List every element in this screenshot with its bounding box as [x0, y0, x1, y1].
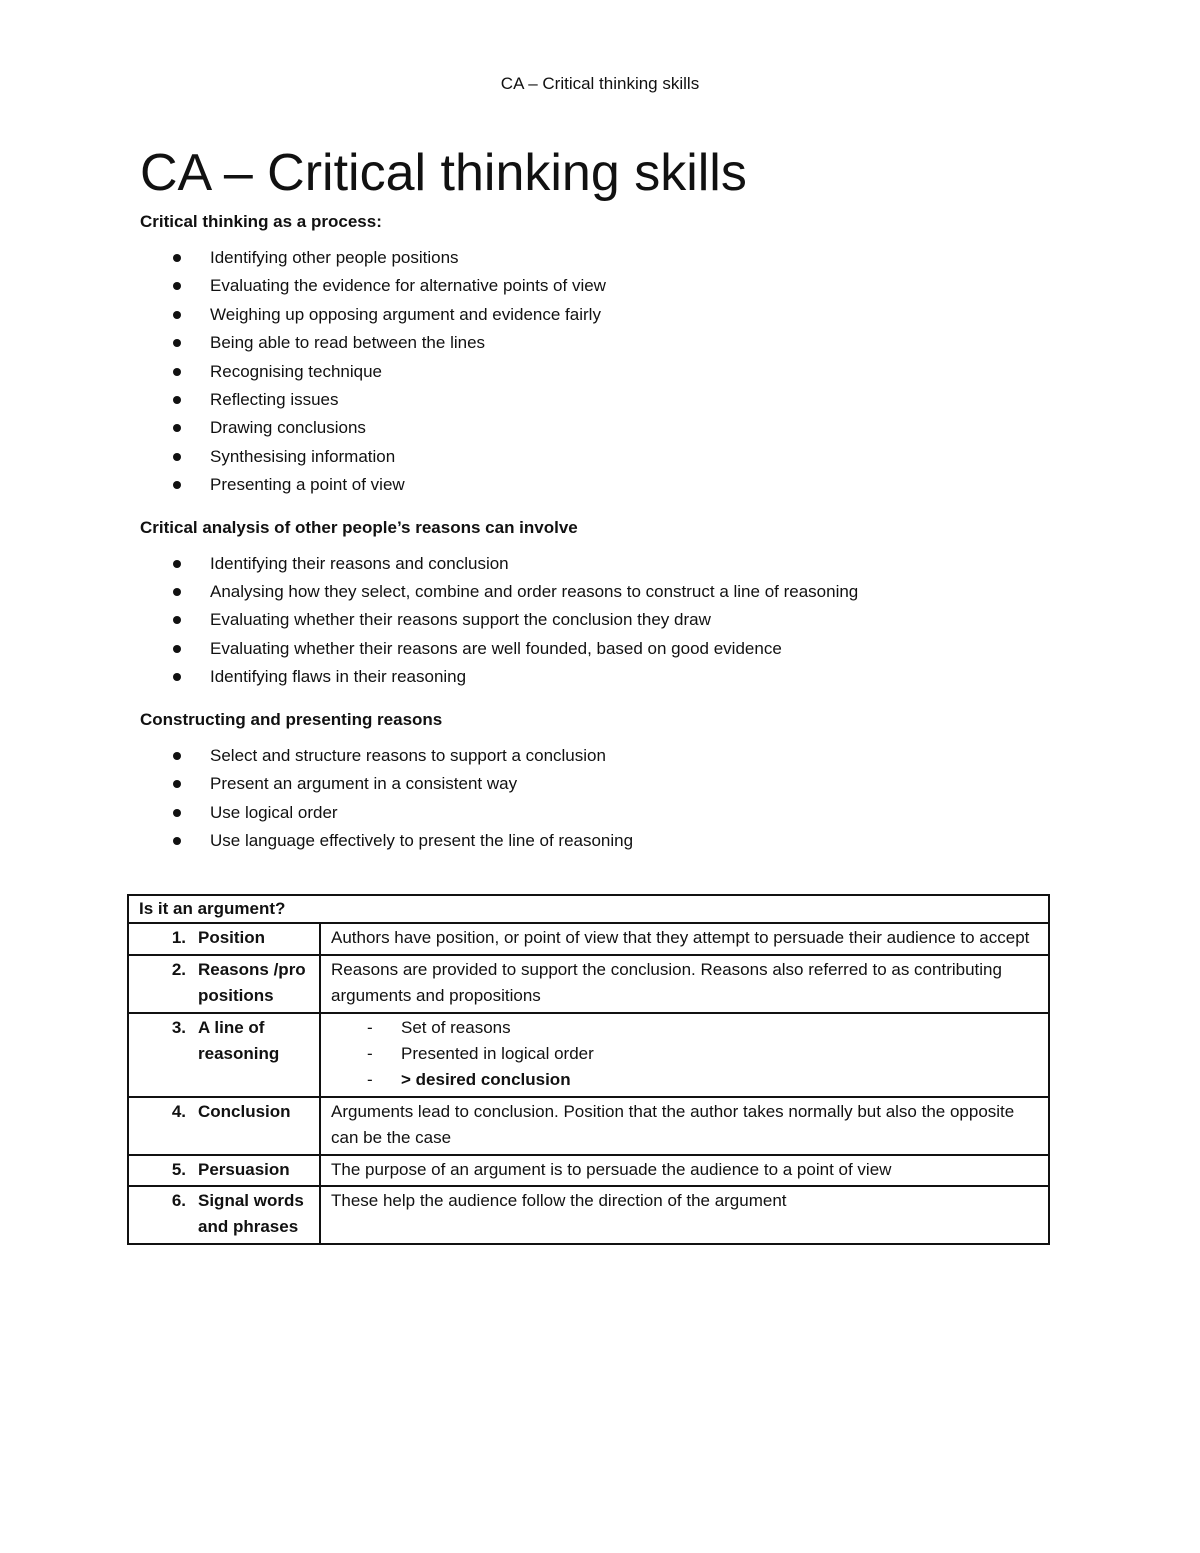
list-item-text: Reflecting issues — [210, 390, 339, 410]
dash-list-item — [331, 1067, 1038, 1093]
row-description — [320, 1013, 1049, 1097]
list-item-text: Recognising technique — [210, 361, 383, 381]
list-item — [140, 358, 1050, 386]
row-number: 5. — [128, 1155, 188, 1186]
dash-item-text: > desired conclusion — [401, 1070, 571, 1090]
list-item-text: Synthesising information — [210, 446, 396, 466]
bullet-icon — [173, 311, 181, 319]
table-row — [128, 1155, 1049, 1186]
list-item — [140, 443, 1050, 471]
table-heading: Is it an argument? — [128, 895, 1049, 923]
bullet-list — [140, 244, 1050, 500]
row-description: Authors have position, or point of view that they attempt to persuade their audience to accept — [320, 923, 1049, 954]
bullet-icon — [173, 339, 181, 347]
list-item — [140, 471, 1050, 499]
bullet-icon — [173, 560, 181, 568]
list-item — [140, 742, 1050, 770]
list-item-text: Identifying flaws in their reasoning — [210, 667, 467, 687]
bullet-list — [140, 742, 1050, 856]
argument-table — [127, 894, 1050, 1245]
list-item-text: Weighing up opposing argument and evidence fairly — [210, 304, 601, 324]
list-item — [140, 770, 1050, 798]
list-item-text: Select and structure reasons to support a conclusion — [210, 745, 606, 765]
row-number: 3. — [128, 1013, 188, 1097]
section-heading: Constructing and presenting reasons — [140, 709, 443, 729]
list-item — [140, 550, 1050, 578]
list-item — [140, 635, 1050, 663]
list-item-text: Drawing conclusions — [210, 418, 366, 438]
list-item — [140, 272, 1050, 300]
bullet-icon — [173, 645, 181, 653]
row-term: Persuasion — [188, 1155, 320, 1186]
bullet-icon — [173, 752, 181, 760]
list-item-text: Presenting a point of view — [210, 475, 405, 495]
table-row — [128, 955, 1049, 1013]
list-item — [140, 606, 1050, 634]
table-row — [128, 923, 1049, 954]
dash-list-item — [331, 1041, 1038, 1067]
table-row — [128, 1097, 1049, 1155]
row-description: Reasons are provided to support the conclusion. Reasons also referred to as contributing arguments and propositions — [320, 955, 1049, 1013]
dash-mark: - — [367, 1017, 373, 1037]
document-body — [140, 138, 1050, 871]
bullet-icon — [173, 616, 181, 624]
bullet-icon — [173, 453, 181, 461]
row-number: 1. — [128, 923, 188, 954]
table-row — [128, 1013, 1049, 1097]
bullet-icon — [173, 282, 181, 290]
table-header-row — [128, 895, 1049, 923]
dash-item-text: Presented in logical order — [401, 1044, 594, 1064]
row-term: Position — [188, 923, 320, 954]
section-heading: Critical thinking as a process: — [140, 212, 382, 231]
bullet-icon — [173, 424, 181, 432]
list-item — [140, 244, 1050, 272]
list-item-text: Evaluating the evidence for alternative points of view — [210, 276, 606, 296]
row-number: 2. — [128, 955, 188, 1013]
bullet-icon — [173, 481, 181, 489]
list-item — [140, 414, 1050, 442]
list-item-text: Identifying their reasons and conclusion — [210, 553, 509, 573]
row-number: 6. — [128, 1186, 188, 1244]
bullet-icon — [173, 254, 181, 262]
table-row — [128, 1186, 1049, 1244]
dash-list — [331, 1015, 1038, 1094]
running-header: CA – Critical thinking skills — [500, 74, 700, 93]
list-item — [140, 827, 1050, 855]
row-term: Conclusion — [188, 1097, 320, 1155]
list-item-text: Identifying other people positions — [210, 248, 459, 267]
list-item — [140, 301, 1050, 329]
document-title: CA – Critical thinking skills — [140, 144, 747, 202]
list-item-text: Being able to read between the lines — [210, 333, 486, 353]
bullet-icon — [173, 588, 181, 596]
list-item-text: Present an argument in a consistent way — [210, 774, 518, 794]
bullet-icon — [173, 368, 181, 376]
bullet-icon — [173, 673, 181, 681]
section-heading: Critical analysis of other people’s reasons can involve — [140, 517, 578, 537]
list-item — [140, 663, 1050, 691]
bullet-list — [140, 550, 1050, 692]
row-description: The purpose of an argument is to persuade the audience to a point of view — [320, 1155, 1049, 1186]
list-item-text: Use language effectively to present the line of reasoning — [210, 830, 634, 850]
list-item — [140, 329, 1050, 357]
row-description: These help the audience follow the direction of the argument — [320, 1186, 1049, 1244]
list-item-text: Evaluating whether their reasons support the conclusion they draw — [210, 610, 711, 630]
list-item-text: Use logical order — [210, 802, 338, 822]
bullet-icon — [173, 837, 181, 845]
list-item — [140, 799, 1050, 827]
row-term: Reasons /propositions — [188, 955, 320, 1013]
list-item-text: Analysing how they select, combine and order reasons to construct a line of reasoning — [210, 582, 859, 602]
bullet-icon — [173, 396, 181, 404]
row-term: Signal words and phrases — [188, 1186, 320, 1244]
list-item-text: Evaluating whether their reasons are well founded, based on good evidence — [210, 638, 782, 658]
dash-list-item — [331, 1015, 1038, 1041]
dash-mark: - — [367, 1070, 373, 1090]
list-item — [140, 578, 1050, 606]
dash-item-text: Set of reasons — [401, 1017, 511, 1037]
row-term: A line of reasoning — [188, 1013, 320, 1097]
row-number: 4. — [128, 1097, 188, 1155]
bullet-icon — [173, 780, 181, 788]
row-description: Arguments lead to conclusion. Position that the author takes normally but also the opposite can be the case — [320, 1097, 1049, 1155]
bullet-icon — [173, 809, 181, 817]
list-item — [140, 386, 1050, 414]
dash-mark: - — [367, 1044, 373, 1064]
